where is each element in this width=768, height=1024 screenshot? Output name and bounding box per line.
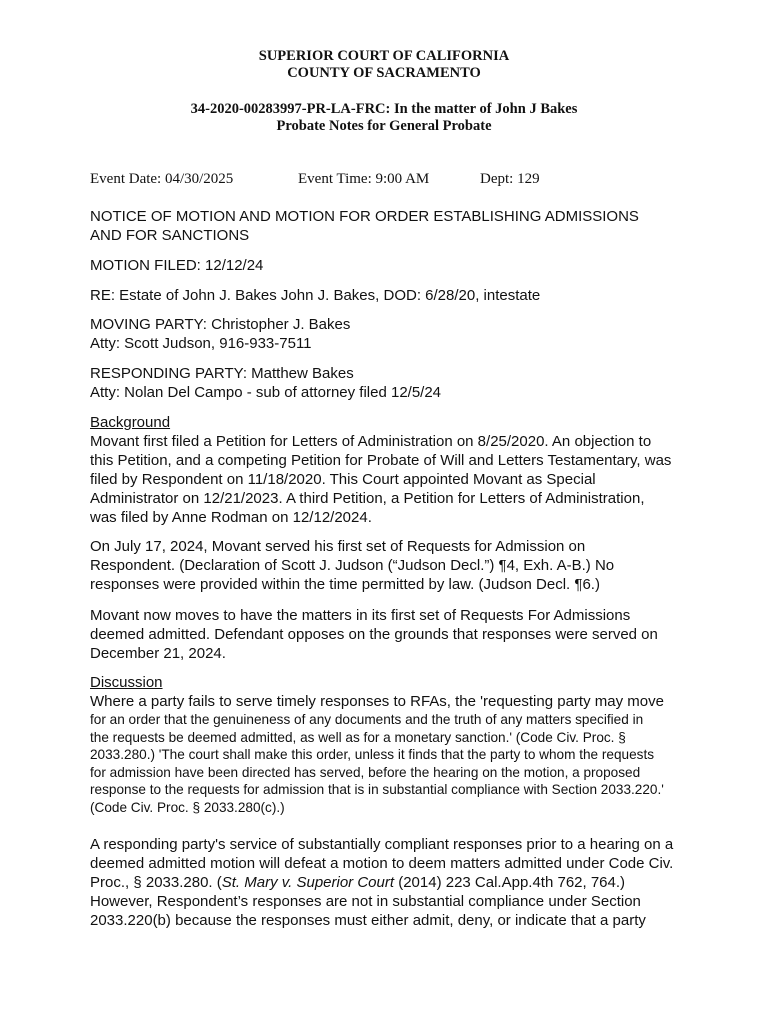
paragraph-line: the requests be deemed admitted, as well as for a monetary sanction.' (Code Civ. Proc. §: [90, 729, 626, 745]
moving-attorney: Atty: Scott Judson, 916-933-7511: [90, 335, 312, 352]
paragraph-line: Administrator on 12/21/2023. A third Petition, a Petition for Letters of Administration,: [90, 490, 645, 507]
paragraph-line: A responding party's service of substantially compliant responses prior to a hearing on a: [90, 836, 674, 853]
paragraph-line: On July 17, 2024, Movant served his first set of Requests for Admission on: [90, 538, 586, 555]
event-dept: Dept: 129: [480, 171, 540, 187]
paragraph-line: responses were provided within the time permitted by law. (Judson Decl. ¶6.): [90, 576, 600, 593]
citation-text: (2014) 223 Cal.App.4th 762, 764.): [394, 874, 626, 891]
discussion-heading: Discussion: [90, 674, 163, 691]
motion-filed: MOTION FILED: 12/12/24: [90, 257, 264, 274]
paragraph-line: 2033.280.) 'The court shall make this order, unless it finds that the party to whom the requests: [90, 747, 655, 762]
paragraph-line: Movant first filed a Petition for Letters of Administration on 8/25/2020. An objection to: [90, 433, 652, 450]
responding-attorney: Atty: Nolan Del Campo - sub of attorney filed 12/5/24: [90, 384, 442, 401]
paragraph-line: filed by Respondent on 11/18/2020. This Court appointed Movant as Special: [90, 471, 596, 488]
paragraph-line: 2033.220(b) because the responses must either admit, deny, or indicate that a party: [90, 912, 646, 929]
motion-title-line: NOTICE OF MOTION AND MOTION FOR ORDER ESTABLISHING ADMISSIONS: [90, 208, 639, 225]
paragraph-line: However, Respondent’s responses are not in substantial compliance under Section: [90, 893, 641, 910]
paragraph-line: [90, 873, 690, 892]
case-title: 34-2020-00283997-PR-LA-FRC: In the matter of John J Bakes: [190, 101, 578, 117]
event-time: Event Time: 9:00 AM: [298, 171, 430, 187]
citation-text: Proc., § 2033.280. (: [90, 874, 222, 891]
motion-title: [90, 207, 690, 245]
moving-party-block: [90, 315, 690, 353]
responding-party-block: [90, 364, 690, 402]
court-name: SUPERIOR COURT OF CALIFORNIA: [258, 48, 510, 64]
paragraph-line: Where a party fails to serve timely responses to RFAs, the 'requesting party may move: [90, 693, 664, 710]
paragraph-line: (Code Civ. Proc. § 2033.280(c).): [90, 799, 285, 815]
paragraph-line: for admission have been directed has served, before the hearing on the motion, a proposed: [90, 764, 641, 780]
background-heading: Background: [90, 414, 171, 431]
paragraph-line: December 21, 2024.: [90, 645, 226, 662]
event-date: Event Date: 04/30/2025: [90, 171, 234, 187]
discussion-section: [90, 673, 690, 816]
paragraph-line: for an order that the genuineness of any documents and the truth of any matters specified in: [90, 712, 644, 727]
paragraph-line: deemed admitted motion will defeat a motion to deem matters admitted under Code Civ.: [90, 855, 674, 872]
paragraph-line: this Petition, and a competing Petition for Probate of Will and Letters Testamentary, was: [90, 452, 672, 469]
notes-title: Probate Notes for General Probate: [276, 118, 492, 134]
compliance-paragraph: [90, 835, 690, 930]
paragraph-line: deemed admitted. Defendant opposes on the grounds that responses were served on: [90, 626, 658, 643]
re-line: RE: Estate of John J. Bakes John J. Bakes, DOD: 6/28/20, intestate: [90, 287, 541, 304]
county-name: COUNTY OF SACRAMENTO: [287, 65, 481, 81]
paragraph-line: Respondent. (Declaration of Scott J. Judson (“Judson Decl.”) ¶4, Exh. A-B.) No: [90, 557, 615, 574]
background-section: [90, 413, 690, 527]
discussion-quote: [90, 711, 690, 816]
moving-party: MOVING PARTY: Christopher J. Bakes: [90, 316, 351, 333]
service-paragraph: [90, 537, 690, 594]
paragraph-line: was filed by Anne Rodman on 12/12/2024.: [90, 509, 372, 526]
paragraph-line: Movant now moves to have the matters in its first set of Requests For Admissions: [90, 607, 631, 624]
motion-paragraph: [90, 606, 690, 663]
case-name: St. Mary v. Superior Court: [221, 874, 395, 891]
responding-party: RESPONDING PARTY: Matthew Bakes: [90, 365, 354, 382]
motion-title-line: AND FOR SANCTIONS: [90, 227, 250, 244]
paragraph-line: response to the requests for admission that is in substantial compliance with Section 2033.220.': [90, 782, 664, 797]
